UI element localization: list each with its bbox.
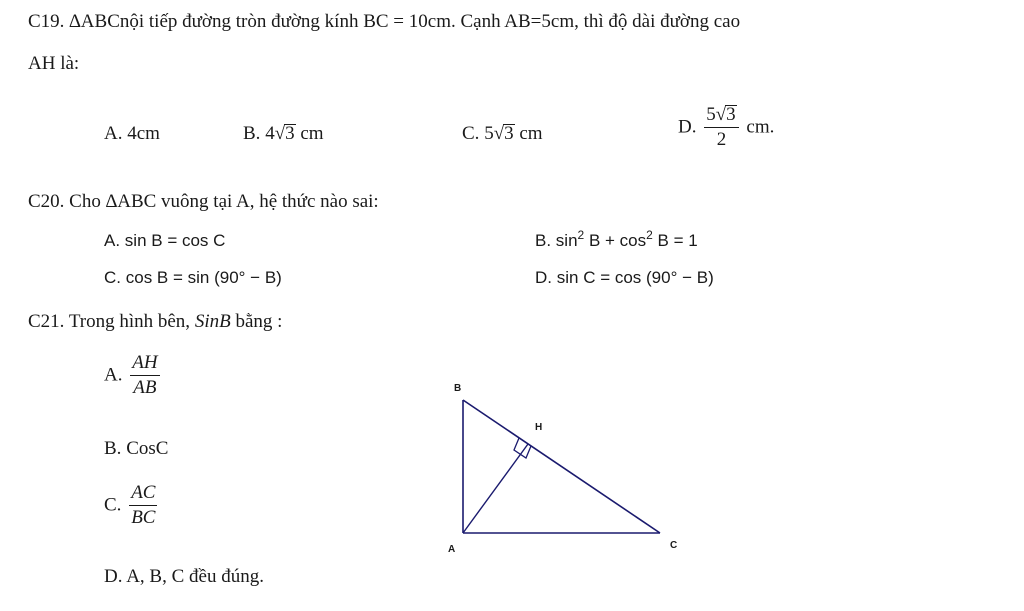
label-b: B [454, 383, 462, 394]
radicand: 3 [726, 104, 736, 125]
coefficient: 4 [265, 123, 275, 144]
end-text: B = 1 [652, 231, 698, 250]
exponent: 2 [577, 228, 585, 242]
q19-option-d [678, 104, 774, 151]
option-letter: D. [678, 116, 697, 138]
option-letter: B. [104, 438, 122, 459]
option-letter: D. [104, 566, 123, 587]
unit: cm [519, 123, 543, 144]
q20-option-b [535, 229, 698, 253]
exponent: 2 [646, 228, 653, 242]
option-letter: B. [535, 231, 552, 250]
q20-option-d [535, 266, 714, 290]
q19-option-a [104, 122, 160, 146]
sin-text: sin [555, 231, 578, 250]
option-letter: A. [104, 231, 121, 250]
fraction [704, 104, 738, 151]
q21-option-b [104, 437, 168, 461]
q21-text-prefix: C21. Trong hình bên, [28, 311, 195, 332]
option-letter: C. [104, 268, 121, 287]
q20-option-a [104, 229, 225, 253]
radicand: 3 [285, 123, 295, 144]
q20-text: C20. Cho ∆ABC vuông tại A, hệ thức nào sai: [28, 191, 379, 212]
label-a: A [448, 544, 456, 555]
label-h: H [535, 422, 543, 433]
altitude-ah [463, 444, 528, 533]
sqrt-symbol: √ [493, 123, 505, 144]
sqrt-symbol: √ [715, 104, 727, 125]
option-value: 4cm [127, 123, 160, 144]
q20-option-c [104, 266, 282, 290]
middle-text: B + cos [584, 231, 647, 250]
q21-option-c [104, 482, 160, 529]
unit: cm [300, 123, 324, 144]
option-expression: sin B = cos C [124, 231, 226, 250]
option-value: CosC [126, 438, 169, 459]
sqrt-symbol: √ [274, 123, 286, 144]
label-c: C [670, 540, 678, 551]
q21-text-suffix: bằng : [230, 311, 283, 332]
q21-option-d [104, 565, 264, 589]
numerator: AC [129, 482, 157, 506]
q19-option-c [462, 122, 543, 146]
coefficient: 5 [484, 123, 494, 144]
option-expression: sin C = cos (90° − B) [556, 268, 714, 287]
option-letter: B. [243, 123, 261, 144]
numerator [704, 104, 738, 128]
q19-option-b [243, 122, 324, 146]
option-expression: cos B = sin (90° − B) [125, 268, 282, 287]
denominator: 2 [716, 129, 727, 150]
option-letter: A. [104, 364, 123, 386]
triangle-figure [440, 378, 690, 563]
q21-text-italic: SinB [194, 311, 231, 332]
option-letter: C. [104, 494, 122, 516]
fraction [129, 482, 157, 529]
coefficient: 5 [706, 104, 716, 125]
unit: cm. [746, 116, 775, 138]
numerator: AH [130, 352, 159, 376]
denominator: BC [131, 507, 156, 528]
radicand: 3 [504, 123, 514, 144]
fraction [130, 352, 159, 399]
side-bc [463, 400, 660, 533]
option-value: A, B, C đều đúng. [126, 566, 264, 587]
q19-text-line1: C19. ∆ABCnội tiếp đường tròn đường kính BC = 10cm. Cạnh AB=5cm, thì độ dài đường cao [28, 11, 741, 32]
q21-text [28, 310, 282, 334]
option-letter: C. [462, 123, 480, 144]
q19-text-line2: AH là: [28, 53, 80, 74]
denominator: AB [133, 377, 157, 398]
option-letter: D. [535, 268, 552, 287]
q21-option-a [104, 352, 163, 399]
option-letter: A. [104, 123, 123, 144]
